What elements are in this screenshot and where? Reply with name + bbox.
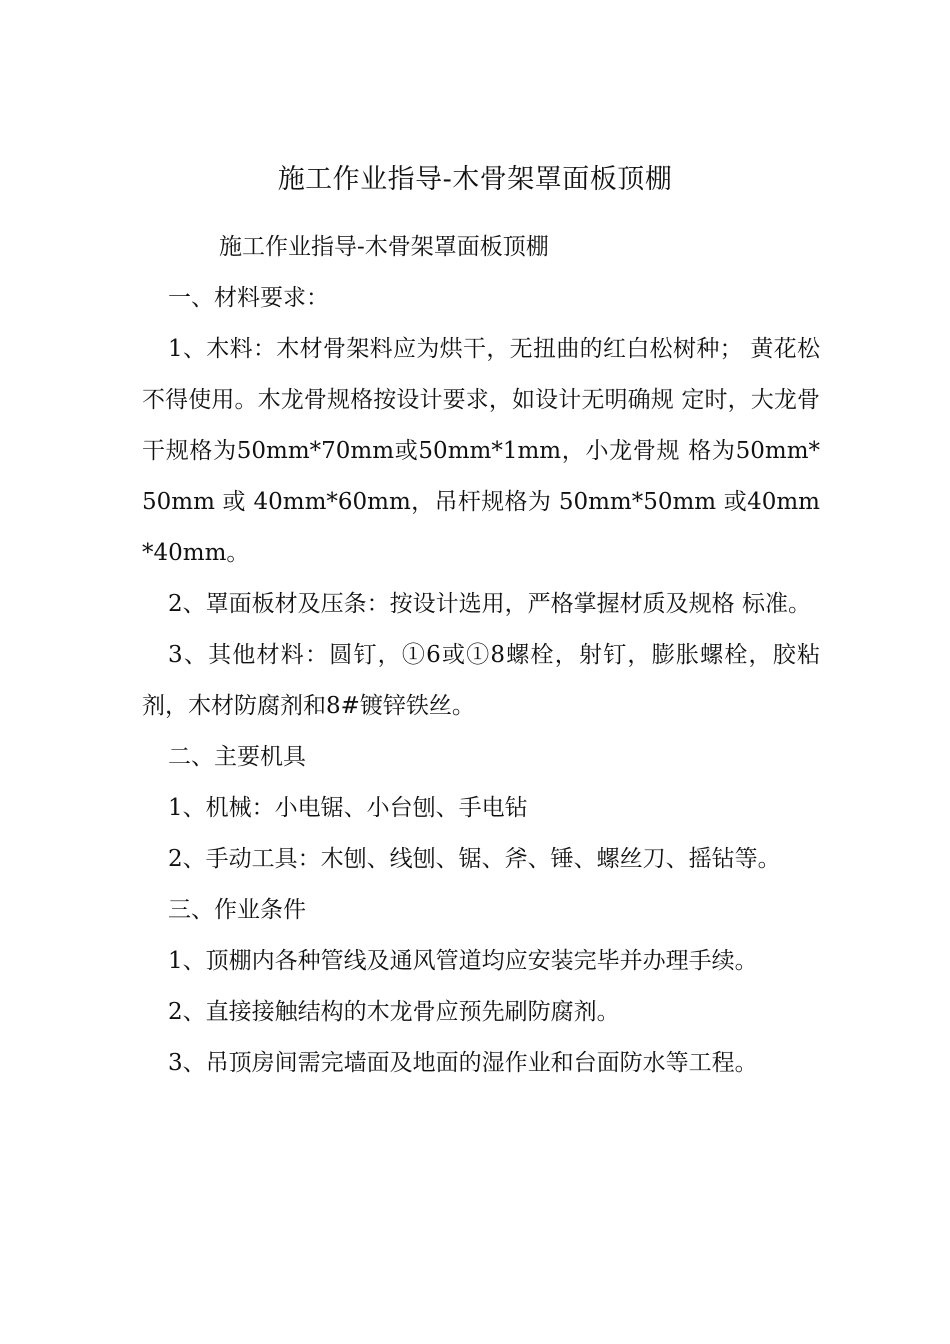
paragraph-other-materials: 3、其他材料：圆钉，①6或①8螺栓，射钉，膨胀螺栓，胶粘剂，木材防腐剂和8#镀锌铁丝。 <box>142 642 820 719</box>
paragraph-condition-3: 3、吊顶房间需完墙面及地面的湿作业和台面防水等工程。 <box>168 1050 758 1076</box>
section-heading-tools: 二、主要机具 <box>168 744 306 770</box>
paragraph-hand-tools: 2、手动工具：木刨、线刨、锯、斧、锤、螺丝刀、摇钻等。 <box>168 846 781 872</box>
paragraph-wood: 1、木料：木材骨架料应为烘干，无扭曲的红白松树种； 黄花松不得使用。木龙骨规格按设计要求，如设计无明确规 定时，大龙骨干规格为50mm*70mm或50mm*1mm，小龙骨规 格为50mm*50mm 或 40mm*60mm，吊杆规格为 50mm*50mm 或40mm*40mm。 <box>142 336 820 566</box>
paragraph-machines: 1、机械：小电锯、小台刨、手电钻 <box>168 795 528 821</box>
document-subtitle: 施工作业指导-木骨架罩面板顶棚 <box>219 234 549 260</box>
document-body <box>142 222 820 1089</box>
section-heading-conditions: 三、作业条件 <box>168 897 306 923</box>
paragraph-condition-1: 1、顶棚内各种管线及通风管道均应安装完毕并办理手续。 <box>168 948 758 974</box>
section-heading-materials: 一、材料要求： <box>168 285 329 311</box>
document-title: 施工作业指导-木骨架罩面板顶棚 <box>277 164 673 195</box>
paragraph-condition-2: 2、直接接触结构的木龙骨应预先刷防腐剂。 <box>168 999 620 1025</box>
paragraph-panels: 2、罩面板材及压条：按设计选用，严格掌握材质及规格 标准。 <box>168 591 811 617</box>
